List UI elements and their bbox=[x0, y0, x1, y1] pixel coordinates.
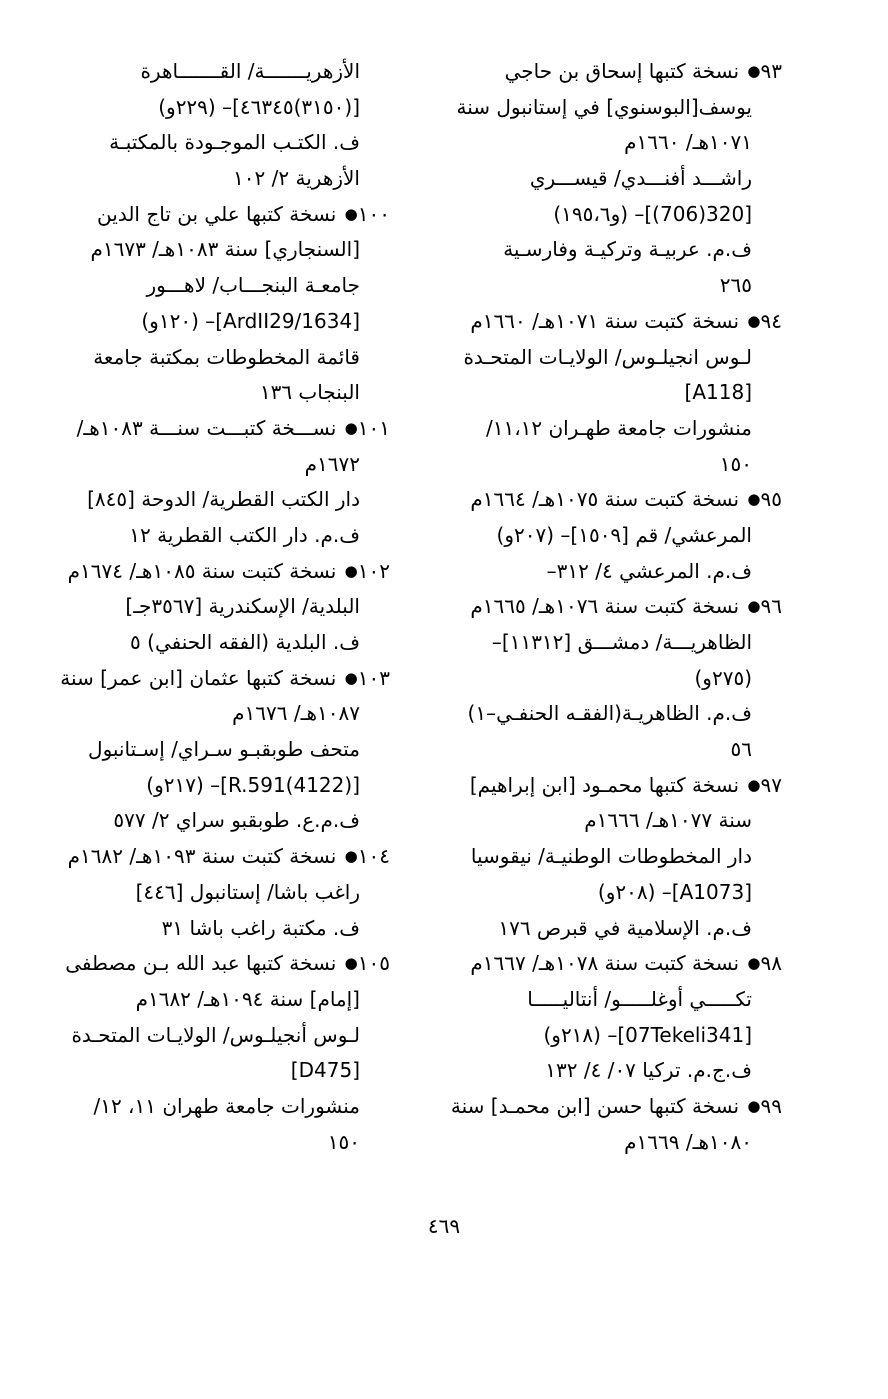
entry-text: ٥٦ bbox=[730, 737, 752, 762]
bullet-icon: ● bbox=[344, 954, 358, 973]
entry-line bbox=[45, 875, 390, 911]
entry-text: سنة ١٠٧٧هـ/ ١٦٦٦م bbox=[584, 808, 752, 833]
entry-text: ف.م. الإسلامية في قبرص ١٧٦ bbox=[498, 915, 752, 940]
entry-number: ١٠١ bbox=[357, 415, 390, 440]
entry-text: الظاهريـــة/ دمشـــق [١١٣١٢]– bbox=[491, 630, 752, 654]
entry-line bbox=[437, 696, 782, 732]
entry-text: نسخة كتبها عبد الله بـن مصطفى bbox=[65, 951, 343, 976]
entry-line bbox=[45, 625, 390, 661]
entry-text: لـوس أنجيلـوس/ الولايـات المتحـدة bbox=[71, 1022, 360, 1047]
entry-line bbox=[45, 982, 390, 1018]
entry-text: [D475] bbox=[290, 1058, 360, 1083]
entry-number: ٩٣ bbox=[760, 59, 782, 83]
entry-text: نسخة كتبها علي بن تاج الدين bbox=[97, 201, 343, 226]
entry-text: (٢٧٥و) bbox=[694, 665, 752, 690]
entry-text: راغب باشا/ إستانبول [٤٤٦] bbox=[135, 879, 360, 904]
entry-line bbox=[437, 982, 782, 1018]
entry-line bbox=[437, 875, 782, 911]
bullet-icon: ● bbox=[344, 418, 358, 437]
entry-text: منشورات جامعة طهـران ١١،١٢/ bbox=[485, 415, 752, 440]
entry-line bbox=[437, 1018, 782, 1054]
bullet-icon: ● bbox=[344, 204, 358, 223]
entry-line bbox=[437, 447, 782, 483]
entry-line bbox=[437, 803, 782, 839]
entry-number: ٩٤ bbox=[760, 308, 782, 333]
entry-text: نسخة كتبها إسحاق بن حاجي bbox=[504, 59, 746, 83]
entry-text: المرعشي/ قم [١٥٠٩]– (٢٠٧و) bbox=[496, 522, 752, 547]
entry-text: الأزهرية ٢/ ١٠٢ bbox=[233, 166, 360, 191]
entry-number: ٩٧ bbox=[760, 772, 782, 797]
entry-text: نسخة كتبها عثمان [ابن عمر] سنة bbox=[60, 665, 343, 690]
entry-text: [A118] bbox=[684, 380, 752, 405]
entry-line bbox=[45, 268, 390, 304]
entry-line bbox=[45, 447, 390, 483]
entry-first-line bbox=[45, 946, 390, 982]
entry-text: ف. مكتبة راغب باشا ٣١ bbox=[161, 915, 360, 940]
entry-text: ١٥٠ bbox=[719, 451, 752, 476]
page-number: ٤٦٩ bbox=[427, 1214, 461, 1238]
entry-line bbox=[45, 589, 390, 625]
entry-line bbox=[45, 1089, 390, 1125]
entry-line bbox=[45, 1053, 390, 1089]
entry-text: ١٠٧١هـ/ ١٦٦٠م bbox=[624, 130, 752, 155]
entry-line bbox=[45, 732, 390, 768]
entry-first-line bbox=[45, 554, 390, 590]
entry-line bbox=[45, 803, 390, 839]
entry-line bbox=[45, 1018, 390, 1054]
entry-text: ف.م. المرعشي ٤/ ٣١٢– bbox=[546, 558, 752, 583]
entry-text: لـوس انجيلـوس/ الولايـات المتحـدة bbox=[463, 344, 752, 369]
entry-line bbox=[437, 554, 782, 590]
entry-text: ٢٦٥ bbox=[719, 273, 752, 298]
entry-text: ف. البلدية (الفقه الحنفي) ٥ bbox=[130, 630, 360, 654]
entry-text: نسخة كتبت سنة ١٠٨٥هـ/ ١٦٧٤م bbox=[67, 558, 343, 583]
entry-line bbox=[45, 482, 390, 518]
entry-text: نسخة كتبت سنة ١٠٧٦هـ/ ١٦٦٥م bbox=[470, 594, 746, 619]
entry-line bbox=[437, 340, 782, 376]
entry-text: البنجاب ١٣٦ bbox=[259, 380, 360, 405]
entry-first-line bbox=[437, 768, 782, 804]
entry-line bbox=[437, 411, 782, 447]
entry-line bbox=[45, 161, 390, 197]
entry-text: نسخة كتبت سنة ١٠٧٨هـ/ ١٦٦٧م bbox=[470, 951, 746, 976]
entry-line bbox=[437, 161, 782, 197]
entry-line bbox=[45, 518, 390, 554]
entry-text: قائمة المخطوطات بمكتبة جامعة bbox=[93, 344, 360, 369]
right-column bbox=[437, 54, 782, 1160]
entry-text: الأزهريـــــــة/ القـــــــاهرة bbox=[140, 59, 360, 83]
entry-line bbox=[45, 375, 390, 411]
entry-text: ١٦٧٢م bbox=[304, 451, 360, 476]
entry-text: منشورات جامعة طهران ١١، ١٢/ bbox=[93, 1093, 360, 1118]
entry-text: دار الكتب القطرية/ الدوحة [٨٤٥] bbox=[87, 487, 360, 512]
entry-line bbox=[45, 340, 390, 376]
entry-text: ف.م. الظاهريـة(الفقـه الحنفـي–١) bbox=[467, 701, 752, 726]
entry-line bbox=[45, 911, 390, 947]
bullet-icon: ● bbox=[344, 561, 358, 580]
entry-number: ١٠٢ bbox=[357, 558, 390, 583]
entry-text: نسخة كتبها حسن [ابن محمـد] سنة bbox=[450, 1093, 746, 1118]
entry-text: متحف طوبقبـو سـراي/ إسـتانبول bbox=[88, 737, 360, 762]
entry-line bbox=[437, 232, 782, 268]
entry-text: ١٥٠ bbox=[327, 1129, 360, 1154]
entry-text: دار المخطوطات الوطنيـة/ نيقوسيا bbox=[470, 844, 752, 869]
entry-text: راشـــد أفنـــدي/ قيســـري bbox=[529, 166, 752, 191]
entry-text: ف.م. عربيـة وتركيـة وفارسـية bbox=[503, 237, 752, 262]
entry-first-line bbox=[437, 304, 782, 340]
entry-line bbox=[437, 1053, 782, 1089]
entry-text: ١٠٨٠هـ/ ١٦٦٩م bbox=[624, 1129, 752, 1154]
entry-line bbox=[437, 375, 782, 411]
entry-number: ١٠٣ bbox=[357, 665, 390, 690]
entry-line bbox=[45, 54, 390, 90]
entry-number: ٩٨ bbox=[760, 951, 782, 976]
bullet-icon: ● bbox=[747, 954, 761, 973]
bullet-icon: ● bbox=[747, 62, 761, 80]
entry-text: [320(706)]– (و١٩٥،٦) bbox=[553, 201, 752, 226]
entry-text: نسخة كتبت سنة ١٠٧١هـ/ ١٦٦٠م bbox=[470, 308, 746, 333]
entry-text: تكـــــي أوغلـــــو/ أنتاليـــــا bbox=[527, 986, 752, 1011]
entry-line bbox=[437, 839, 782, 875]
entry-line bbox=[437, 90, 782, 126]
entry-first-line bbox=[437, 482, 782, 518]
left-column bbox=[45, 54, 390, 1160]
entry-text: ف. الكتـب الموجـودة بالمكتبـة bbox=[109, 130, 360, 155]
entry-first-line bbox=[45, 197, 390, 233]
entry-line bbox=[437, 732, 782, 768]
entry-text: [A1073]– (٢٠٨و) bbox=[597, 879, 752, 904]
entry-line bbox=[437, 197, 782, 233]
entry-line bbox=[45, 304, 390, 340]
entry-text: ف.م. دار الكتب القطرية ١٢ bbox=[129, 522, 360, 547]
entry-line bbox=[437, 1125, 782, 1161]
entry-number: ٩٦ bbox=[760, 594, 782, 619]
entry-number: ١٠٥ bbox=[357, 951, 390, 976]
entry-line bbox=[437, 911, 782, 947]
entry-line bbox=[45, 125, 390, 161]
bullet-icon: ● bbox=[747, 1096, 761, 1115]
entry-first-line bbox=[45, 411, 390, 447]
entry-line bbox=[437, 518, 782, 554]
entry-number: ١٠٠ bbox=[357, 201, 390, 226]
entry-line bbox=[45, 90, 390, 126]
entry-text: [(٣١٥٠)٤٦٣٤٥]– (٢٢٩و) bbox=[158, 94, 360, 119]
entry-line bbox=[45, 768, 390, 804]
entry-line bbox=[437, 625, 782, 661]
entry-first-line bbox=[45, 839, 390, 875]
entry-text: ١٠٨٧هـ/ ١٦٧٦م bbox=[232, 701, 360, 726]
entry-text: نسخة كتبت سنة ١٠٧٥هـ/ ١٦٦٤م bbox=[470, 487, 746, 512]
entry-number: ٩٥ bbox=[760, 487, 782, 512]
entry-line bbox=[437, 125, 782, 161]
entry-number: ٩٩ bbox=[760, 1093, 782, 1118]
entry-first-line bbox=[437, 1089, 782, 1125]
entry-line bbox=[45, 696, 390, 732]
entry-text: نســـخة كتبـــت سنـــة ١٠٨٣هـ/ bbox=[76, 415, 343, 440]
entry-text: جامعـة البنجـــاب/ لاهـــور bbox=[146, 273, 360, 298]
entry-text: [إمام] سنة ١٠٩٤هـ/ ١٦٨٢م bbox=[135, 986, 360, 1011]
entry-first-line bbox=[437, 946, 782, 982]
entry-line bbox=[437, 661, 782, 697]
entry-text: يوسف[البوسنوي] في إستانبول سنة bbox=[456, 94, 752, 119]
entry-first-line bbox=[437, 589, 782, 625]
bullet-icon: ● bbox=[344, 847, 358, 866]
entry-first-line bbox=[45, 661, 390, 697]
entry-number: ١٠٤ bbox=[357, 844, 390, 869]
entry-text: [ArdII29/1634]– (١٢٠و) bbox=[141, 308, 360, 333]
entry-text: [السنجاري] سنة ١٠٨٣هـ/ ١٦٧٣م bbox=[90, 237, 360, 262]
bullet-icon: ● bbox=[747, 775, 761, 794]
entry-text: نسخة كتبها محمـود [ابن إبراهيم] bbox=[469, 772, 746, 797]
entry-text: [07Tekeli341]– (٢١٨و) bbox=[543, 1022, 752, 1047]
bullet-icon: ● bbox=[344, 668, 358, 687]
bullet-icon: ● bbox=[747, 311, 761, 330]
entry-text: البلدية/ الإسكندرية [٣٥٦٧جـ] bbox=[125, 594, 360, 619]
entry-text: نسخة كتبت سنة ١٠٩٣هـ/ ١٦٨٢م bbox=[67, 844, 343, 869]
entry-line bbox=[437, 268, 782, 304]
entry-text: [R.591(4122)]– (٢١٧و) bbox=[146, 772, 360, 797]
entry-text: ف.ج.م. تركيا ٠٧/ ٤/ ١٣٢ bbox=[545, 1058, 752, 1083]
entry-line bbox=[45, 1125, 390, 1161]
bullet-icon: ● bbox=[747, 597, 761, 616]
entry-first-line bbox=[437, 54, 782, 90]
entry-text: ف.م.ع. طوبقبو سراي ٢/ ٥٧٧ bbox=[113, 808, 360, 833]
bullet-icon: ● bbox=[747, 490, 761, 509]
entry-line bbox=[45, 232, 390, 268]
